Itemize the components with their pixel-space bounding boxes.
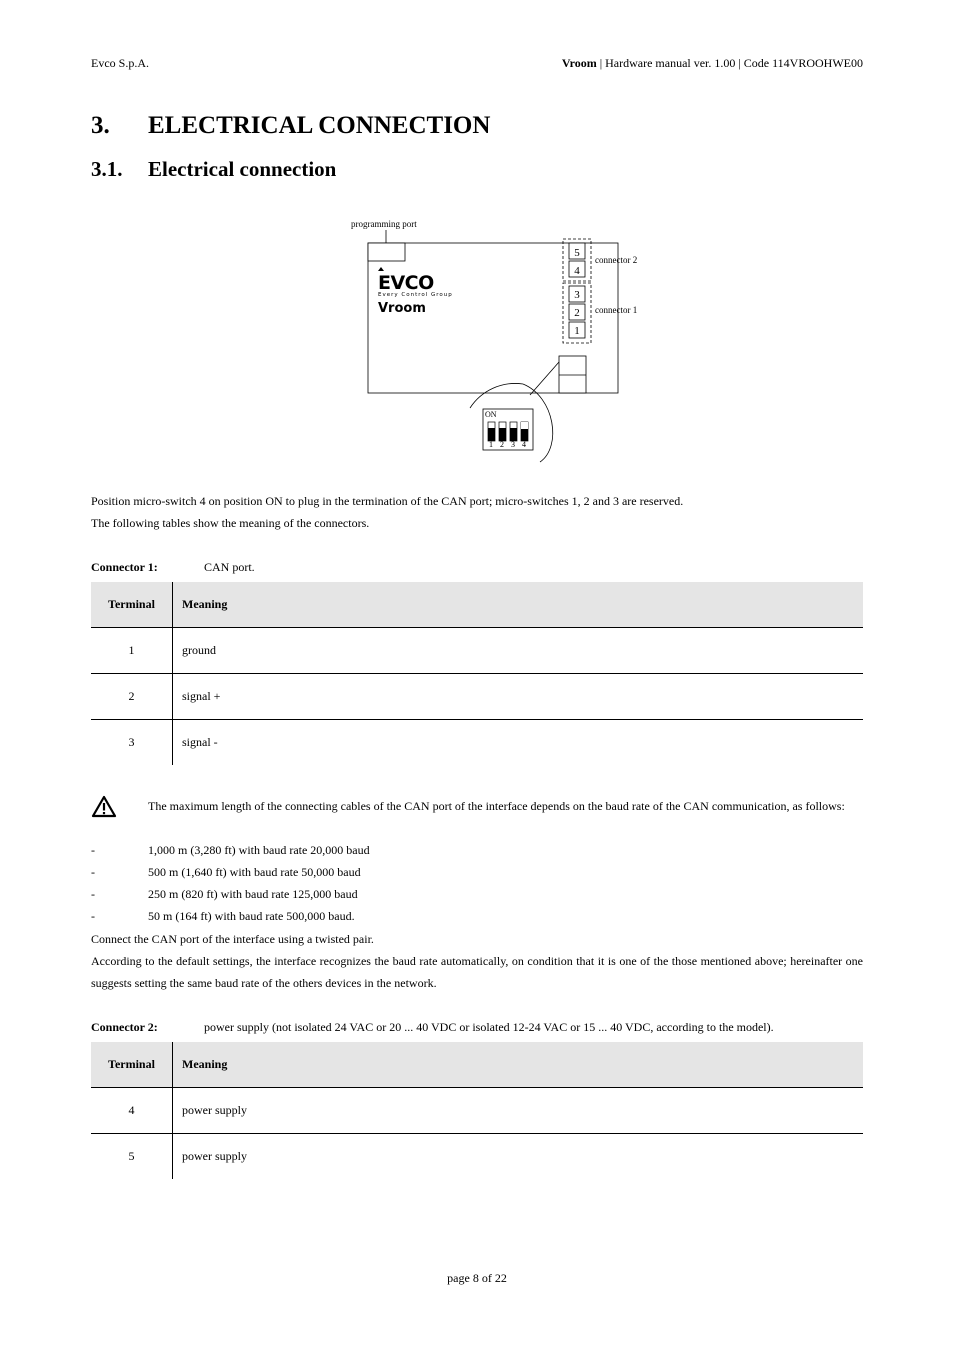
- dip-number-3: 3: [511, 440, 515, 449]
- column-header-meaning: Meaning: [173, 582, 864, 628]
- terminal-1-label: 1: [574, 325, 580, 337]
- list-item-text: 250 m (820 ft) with baud rate 125,000 baud: [148, 887, 358, 901]
- brand-tagline: Every Control Group: [378, 292, 453, 298]
- section-heading: [91, 112, 490, 140]
- connector1-caption: [91, 560, 255, 575]
- list-item: [91, 839, 863, 861]
- connector2-caption-desc: power supply (not isolated 24 VAC or 20 ... 40 VDC or isolated 12-24 VAC or 15 ... 40 VDC, according to the model).: [204, 1020, 774, 1034]
- connector2-caption-label: Connector 2:: [91, 1020, 158, 1034]
- warning-triangle-icon: [91, 795, 117, 819]
- terminal-5-label: 5: [574, 247, 580, 259]
- list-item: [91, 883, 863, 905]
- connector2-caption: [91, 1020, 774, 1035]
- dip-switch-housing: [559, 356, 586, 393]
- baud-rate-list: [91, 839, 863, 927]
- list-item-text: 1,000 m (3,280 ft) with baud rate 20,000 baud: [148, 843, 370, 857]
- list-item-text: 50 m (164 ft) with baud rate 500,000 baud.: [148, 909, 355, 923]
- table-header-row: [91, 582, 863, 628]
- meaning-cell: ground: [173, 628, 864, 674]
- header-code: | Hardware manual ver. 1.00 | Code 114VROOHWE00: [596, 56, 863, 70]
- intro-text: [91, 490, 863, 534]
- evco-logo: [378, 267, 453, 316]
- header-document-info: [562, 56, 863, 71]
- meaning-cell: signal -: [182, 735, 218, 749]
- list-marker: -: [91, 843, 95, 857]
- subsection-heading: [91, 157, 336, 182]
- warning-text: The maximum length of the connecting cables of the CAN port of the interface depends on the baud rate of the CAN communication, as follows:: [148, 799, 845, 813]
- product-name: Vroom: [378, 301, 426, 316]
- terminal-cell: 3: [91, 720, 173, 766]
- column-header-terminal: Terminal: [91, 1042, 173, 1088]
- table-row: [91, 628, 863, 674]
- dip-number-4: 4: [522, 440, 526, 449]
- meaning-cell: signal +: [173, 674, 864, 720]
- list-item: [91, 905, 863, 927]
- terminal-cell: 2: [91, 674, 173, 720]
- table-header-row: [91, 1042, 863, 1088]
- brand-name: EVCO: [378, 272, 434, 294]
- twisted-pair-text: Connect the CAN port of the interface using a twisted pair.: [91, 932, 374, 946]
- connector2-table: [91, 1042, 863, 1179]
- warning-note: [91, 795, 863, 817]
- terminal-cell: 1: [91, 628, 173, 674]
- meaning-cell: power supply: [182, 1149, 247, 1163]
- table-row: [91, 1088, 863, 1134]
- subsection-title: Electrical connection: [148, 157, 337, 181]
- connector1-caption-desc: CAN port.: [204, 560, 255, 574]
- dip-switch-2: [499, 422, 506, 441]
- callout-arc-left: [470, 383, 523, 408]
- terminal-3-label: 3: [574, 289, 580, 301]
- intro-line-1: Position micro-switch 4 on position ON to plug in the termination of the CAN port; micro-switches 1, 2 and 3 are reserved.: [91, 494, 684, 508]
- column-header-meaning: Meaning: [173, 1042, 864, 1088]
- meaning-cell: power supply: [173, 1088, 864, 1134]
- section-number: 3.: [91, 112, 110, 139]
- section-title: ELECTRICAL CONNECTION: [148, 112, 491, 139]
- list-item: [91, 861, 863, 883]
- column-header-terminal: Terminal: [91, 582, 173, 628]
- programming-port: [368, 243, 405, 261]
- dip-switch-1: [488, 422, 495, 441]
- table-row: [91, 674, 863, 720]
- dip-switch-3: [510, 422, 517, 441]
- intro-line-2: The following tables show the meaning of the connectors.: [91, 516, 370, 530]
- programming-port-label: programming port: [351, 219, 417, 229]
- dip-switch-4: [521, 422, 528, 441]
- list-marker: -: [91, 887, 95, 901]
- page-number: page 8 of 22: [447, 1271, 507, 1285]
- table-row: [91, 1134, 863, 1180]
- subsection-number: 3.1.: [91, 157, 123, 181]
- dip-number-1: 1: [489, 440, 493, 449]
- dip-on-label: ON: [485, 410, 497, 419]
- connector1-table: [91, 582, 863, 765]
- connector1-caption-label: Connector 1:: [91, 560, 158, 574]
- terminal-cell: 4: [91, 1088, 173, 1134]
- list-item-text: 500 m (1,640 ft) with baud rate 50,000 baud: [148, 865, 361, 879]
- connector1-label: connector 1: [595, 305, 638, 315]
- header-company: Evco S.p.A.: [91, 56, 149, 70]
- baud-auto-text: According to the default settings, the interface recognizes the baud rate automatically, on condition that it is one of the those mentioned above; hereinafter one suggests setting the same baud rate of the others devices in the network.: [91, 954, 863, 990]
- twisted-pair-paragraph: [91, 928, 863, 994]
- table-row: [91, 720, 863, 766]
- connector2-label: connector 2: [595, 255, 638, 265]
- terminal-2-label: 2: [574, 307, 580, 319]
- callout-pointer: [530, 362, 559, 395]
- header-product: Vroom: [561, 56, 597, 70]
- list-marker: -: [91, 865, 95, 879]
- list-marker: -: [91, 909, 95, 923]
- terminal-cell: 5: [91, 1134, 173, 1180]
- wiring-diagram: [340, 212, 640, 472]
- dip-number-2: 2: [500, 440, 504, 449]
- terminal-4-label: 4: [574, 265, 580, 277]
